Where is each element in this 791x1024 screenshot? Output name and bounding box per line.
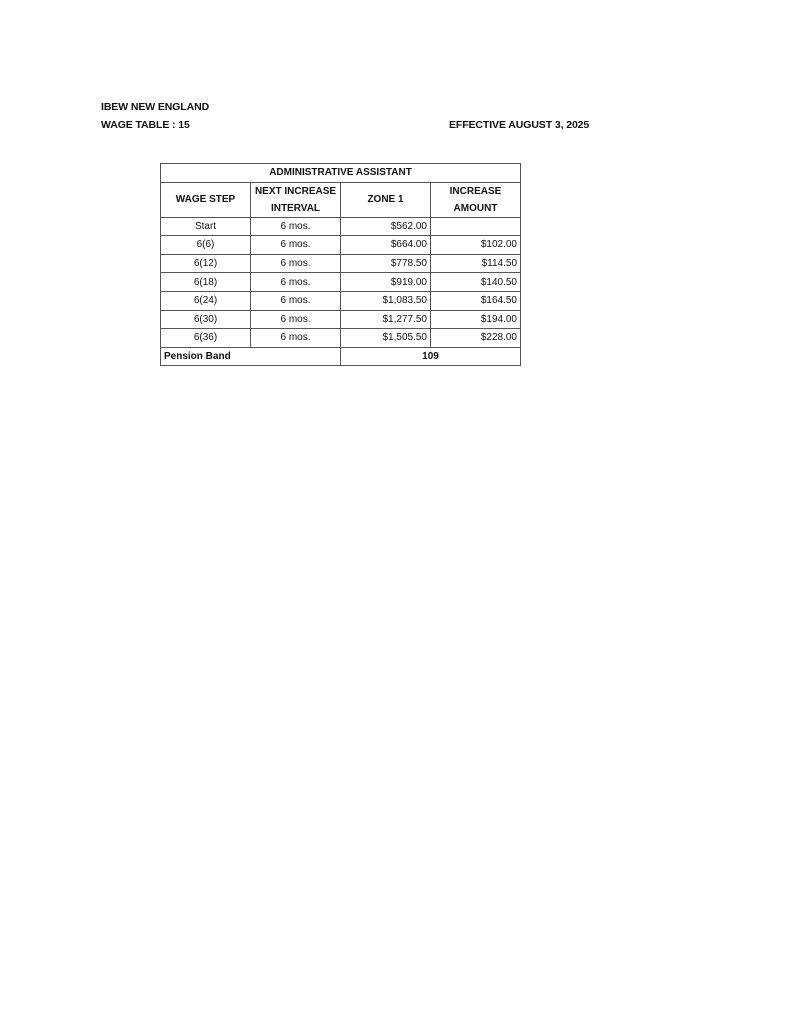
interval-cell: 6 mos. — [251, 310, 341, 329]
table-row — [161, 236, 521, 255]
column-header-wage-step — [161, 182, 251, 217]
increase-amount-cell: $164.50 — [431, 291, 521, 310]
interval-cell: 6 mos. — [251, 329, 341, 348]
wage-table — [160, 163, 521, 366]
column-header-increase-line2: AMOUNT — [453, 202, 498, 214]
table-title-row — [161, 164, 521, 183]
wage-step-cell: 6(30) — [161, 310, 251, 329]
table-row — [161, 310, 521, 329]
column-header-next-increase — [251, 182, 341, 217]
increase-amount-cell: $140.50 — [431, 273, 521, 292]
interval-cell: 6 mos. — [251, 273, 341, 292]
table-row — [161, 329, 521, 348]
column-header-increase-line1: INCREASE — [449, 185, 502, 197]
column-header-next-increase-line2: INTERVAL — [270, 202, 321, 214]
pension-band-label: Pension Band — [161, 347, 341, 366]
column-header-row — [161, 182, 521, 217]
zone-1-cell: $778.50 — [341, 254, 431, 273]
wage-step-cell: 6(18) — [161, 273, 251, 292]
wage-step-cell: 6(6) — [161, 236, 251, 255]
increase-amount-cell — [431, 217, 521, 236]
column-header-zone-1 — [341, 182, 431, 217]
pension-band-value: 109 — [341, 347, 521, 366]
wage-table-number: WAGE TABLE : 15 — [101, 119, 190, 131]
table-row — [161, 291, 521, 310]
column-header-zone-1-label: ZONE 1 — [367, 194, 404, 206]
increase-amount-cell: $102.00 — [431, 236, 521, 255]
wage-step-cell: Start — [161, 217, 251, 236]
interval-cell: 6 mos. — [251, 217, 341, 236]
interval-cell: 6 mos. — [251, 236, 341, 255]
wage-step-cell: 6(36) — [161, 329, 251, 348]
wage-step-cell: 6(12) — [161, 254, 251, 273]
zone-1-cell: $664.00 — [341, 236, 431, 255]
zone-1-cell: $1,505.50 — [341, 329, 431, 348]
zone-1-cell: $1,277.50 — [341, 310, 431, 329]
column-header-wage-step-label: WAGE STEP — [175, 194, 236, 206]
organization-name: IBEW NEW ENGLAND — [101, 101, 210, 113]
wage-step-cell: 6(24) — [161, 291, 251, 310]
column-header-increase-amount — [431, 182, 521, 217]
zone-1-cell: $562.00 — [341, 217, 431, 236]
increase-amount-cell: $114.50 — [431, 254, 521, 273]
increase-amount-cell: $194.00 — [431, 310, 521, 329]
table-row — [161, 217, 521, 236]
table-row — [161, 254, 521, 273]
table-row — [161, 273, 521, 292]
zone-1-cell: $1,083.50 — [341, 291, 431, 310]
increase-amount-cell: $228.00 — [431, 329, 521, 348]
interval-cell: 6 mos. — [251, 291, 341, 310]
column-header-next-increase-line1: NEXT INCREASE — [254, 185, 337, 197]
zone-1-cell: $919.00 — [341, 273, 431, 292]
interval-cell: 6 mos. — [251, 254, 341, 273]
effective-date: EFFECTIVE AUGUST 3, 2025 — [449, 119, 590, 131]
table-title: ADMINISTRATIVE ASSISTANT — [161, 164, 521, 183]
pension-band-row — [161, 347, 521, 366]
